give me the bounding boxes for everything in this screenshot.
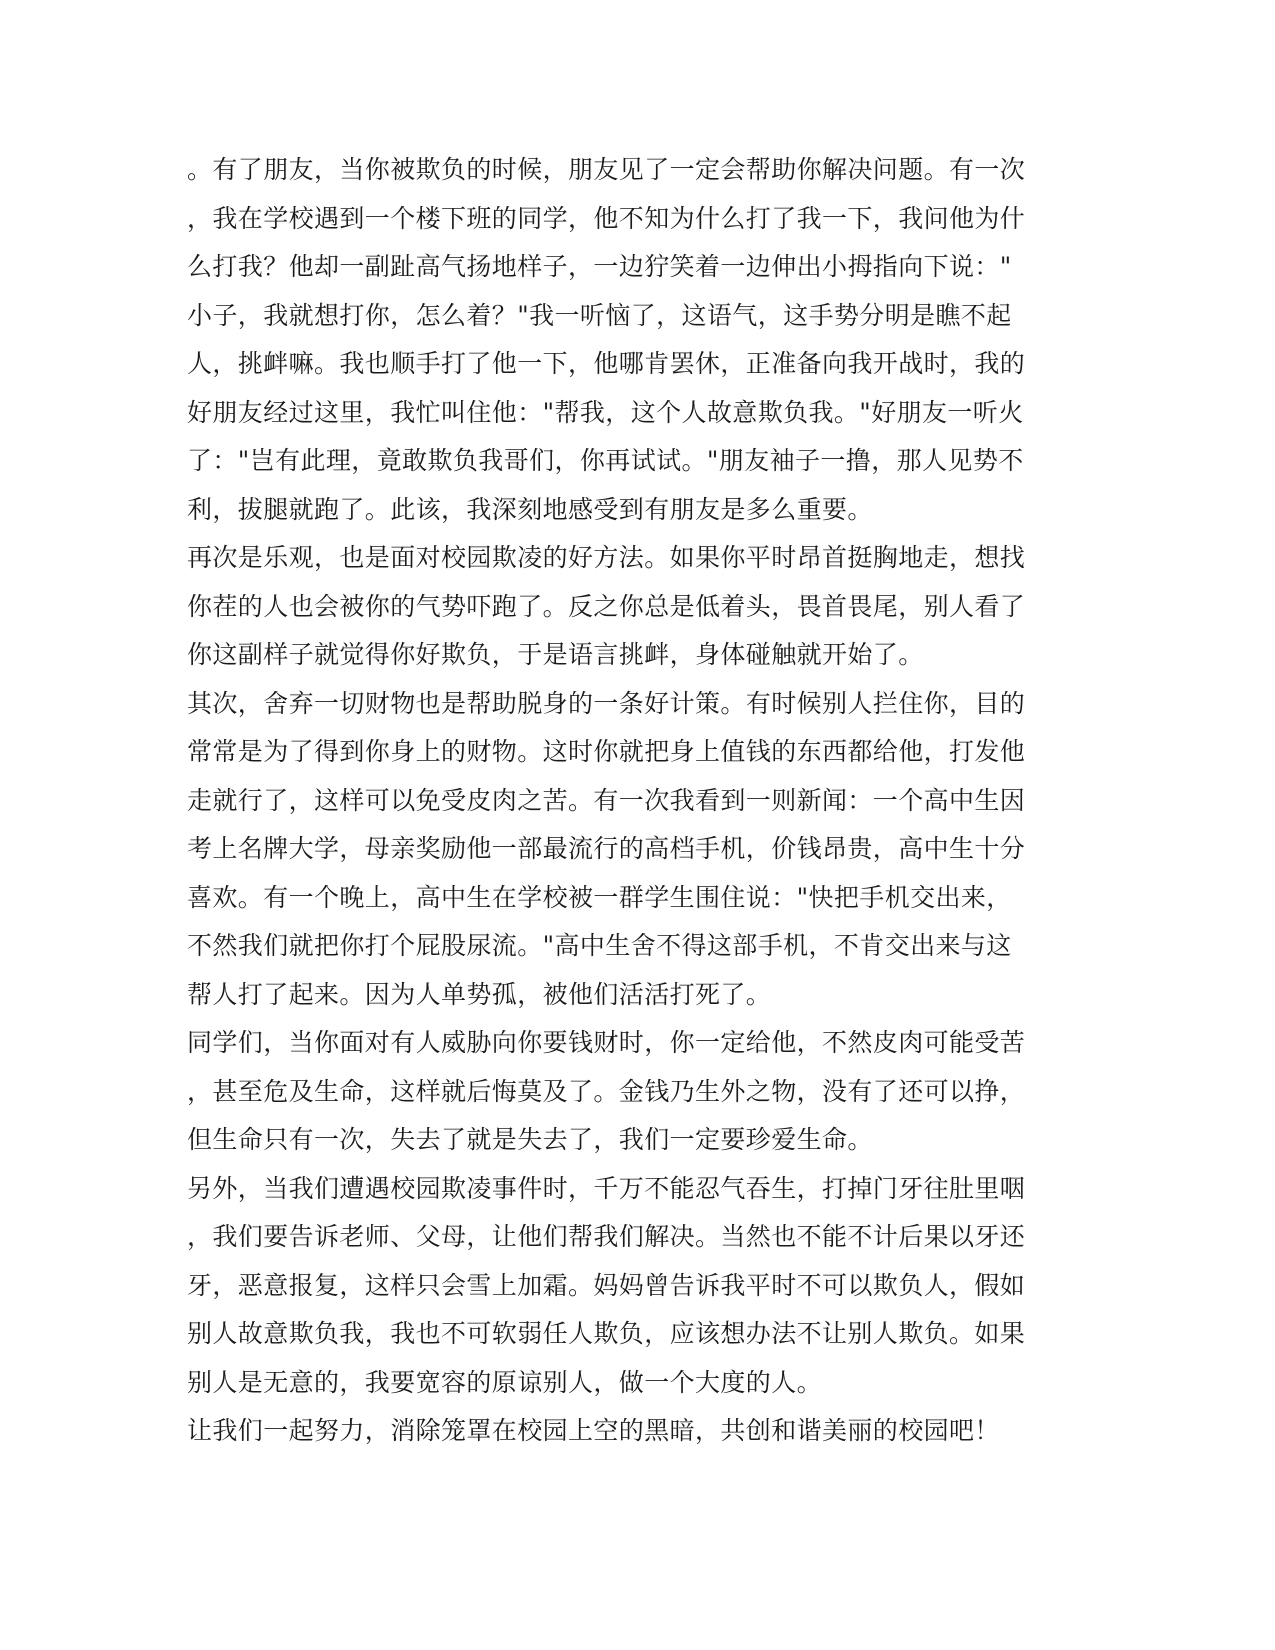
text-line: 喜欢。有一个晚上，高中生在学校被一群学生围住说："快把手机交出来， (187, 882, 1012, 912)
text-line: 走就行了，这样可以免受皮肉之苦。有一次我看到一则新闻：一个高中生因 (187, 785, 1026, 815)
body-text (187, 146, 1087, 1456)
text-line: 了："岂有此理，竟敢欺负我哥们，你再试试。"朋友袖子一撸，那人见势不 (187, 446, 1024, 475)
text-line: ，我在学校遇到一个楼下班的同学，他不知为什么打了我一下，我问他为什 (187, 203, 1026, 233)
text-line: ，我们要告诉老师、父母，让他们帮我们解决。当然也不能不计后果以牙还 (187, 1222, 1026, 1251)
text-line: 同学们，当你面对有人威胁向你要钱财时，你一定给他，不然皮肉可能受苦 (187, 1028, 1026, 1057)
text-line: ，甚至危及生命，这样就后悔莫及了。金钱乃生外之物，没有了还可以挣， (187, 1076, 1026, 1106)
text-line: 但生命只有一次，失去了就是失去了，我们一定要珍爱生命。 (187, 1125, 873, 1154)
text-line: 其次，舍弃一切财物也是帮助脱身的一条好计策。有时候别人拦住你，目的 (187, 688, 1026, 718)
text-line: 帮人打了起来。因为人单势孤，被他们活活打死了。 (187, 979, 772, 1009)
text-line: 你这副样子就觉得你好欺负，于是语言挑衅，身体碰触就开始了。 (187, 640, 924, 669)
text-line: 让我们一起努力，消除笼罩在校园上空的黑暗，共创和谐美丽的校园吧！ (187, 1416, 1000, 1445)
text-line: 考上名牌大学，母亲奖励他一部最流行的高档手机，价钱昂贵，高中生十分 (187, 834, 1026, 863)
text-line: 。有了朋友，当你被欺负的时候，朋友见了一定会帮助你解决问题。有一次 (187, 155, 1026, 184)
text-line: 别人是无意的，我要宽容的原谅别人，做一个大度的人。 (187, 1367, 823, 1397)
text-line: 另外，当我们遭遇校园欺凌事件时，千万不能忍气吞生，打掉门牙往肚里咽 (187, 1173, 1026, 1203)
text-line: 你茬的人也会被你的气势吓跑了。反之你总是低着头，畏首畏尾，别人看了 (187, 591, 1026, 621)
text-line: 小子，我就想打你，怎么着？"我一听恼了，这语气，这手势分明是瞧不起 (187, 300, 1012, 330)
text-line: 牙，恶意报复，这样只会雪上加霜。妈妈曾告诉我平时不可以欺负人，假如 (187, 1270, 1026, 1300)
text-line: 利，拔腿就跑了。此该，我深刻地感受到有朋友是多么重要。 (187, 494, 873, 524)
text-line: 人，挑衅嘛。我也顺手打了他一下，他哪肯罢休，正准备向我开战时，我的 (187, 349, 1026, 378)
text-line: 么打我？他却一副趾高气扬地样子，一边狞笑着一边伸出小拇指向下说：" (187, 252, 1012, 281)
text-line: 别人故意欺负我，我也不可软弱任人欺负，应该想办法不让别人欺负。如果 (187, 1319, 1026, 1348)
text-line: 不然我们就把你打个屁股尿流。"高中生舍不得这部手机，不肯交出来与这 (187, 931, 1012, 960)
text-line: 常常是为了得到你身上的财物。这时你就把身上值钱的东西都给他，打发他 (187, 737, 1026, 766)
text-line: 好朋友经过这里，我忙叫住他："帮我，这个人故意欺负我。"好朋友一听火 (187, 397, 1024, 427)
text-line: 再次是乐观，也是面对校园欺凌的好方法。如果你平时昂首挺胸地走，想找 (187, 543, 1026, 572)
